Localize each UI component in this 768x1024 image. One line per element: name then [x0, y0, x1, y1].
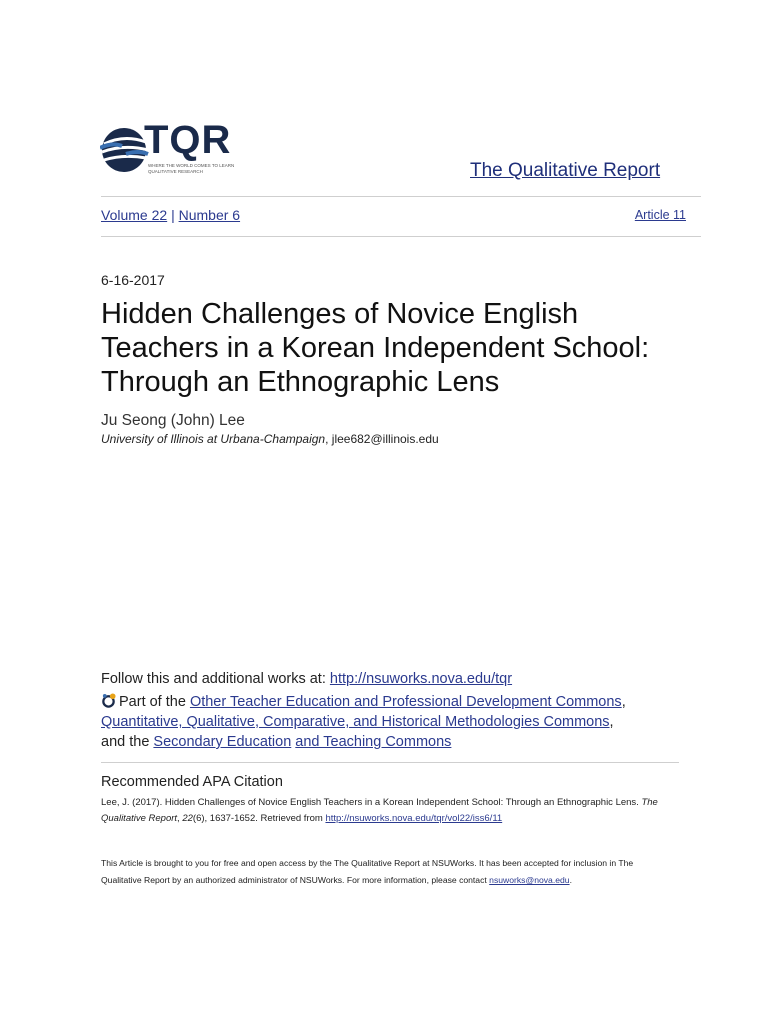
citation-divider	[101, 762, 679, 763]
citation-sep: ,	[177, 813, 183, 824]
commons-separator: ,	[621, 694, 626, 710]
citation-pages: (6), 1637-1652. Retrieved from	[192, 813, 326, 824]
article-number-link[interactable]: Article 11	[634, 208, 686, 222]
commons-link-qualitative[interactable]: Qualitative, Comparative, and Historical Methodologies Commons	[186, 714, 610, 730]
commons-separator-2: ,	[609, 714, 614, 730]
logo-text: TQR	[144, 118, 232, 162]
tqr-logo[interactable]	[100, 118, 250, 182]
commons-link-secondary-education[interactable]: Secondary Education	[153, 734, 292, 750]
citation-volume: 22	[182, 813, 193, 824]
and-the-text: and the	[101, 734, 154, 750]
follow-prefix: Follow this and additional works at:	[101, 671, 330, 687]
number-link[interactable]: Number 6	[178, 207, 241, 223]
notice-text: This Article is brought to you for free and open access by the The Qualitative Report at NSUWorks. It has been accepted for inclusion in The Qualitative Report by an authorized administrator of NSUWorks. For more information, please contact	[101, 858, 634, 885]
notice-end: .	[569, 875, 572, 885]
citation-text: Lee, J. (2017). Hidden Challenges of Novice English Teachers in a Korean Independent School: Through an Ethnographic Lens.	[101, 797, 642, 808]
volume-link[interactable]: Volume 22	[101, 207, 168, 223]
apa-citation	[101, 795, 661, 827]
citation-url-link[interactable]: http://nsuworks.nova.edu/tqr/vol22/iss6/11	[325, 813, 503, 824]
author-affiliation	[101, 432, 439, 446]
commons-link-teacher-education[interactable]: Other Teacher Education and Professional Development Commons	[189, 694, 622, 710]
citation-heading: Recommended APA Citation	[101, 774, 283, 790]
affiliation-name: University of Illinois at Urbana-Champaign	[101, 432, 326, 446]
logo-tagline: WHERE THE WORLD COMES TO LEARN QUALITATIVE RESEARCH	[148, 163, 235, 174]
part-of-commons	[101, 692, 681, 752]
repository-link[interactable]: http://nsuworks.nova.edu/tqr	[329, 671, 513, 687]
commons-link-teaching[interactable]: and Teaching Commons	[295, 734, 452, 750]
publication-date: 6-16-2017	[101, 272, 165, 288]
author-email: , jlee682@illinois.edu	[325, 432, 439, 446]
issue-divider	[101, 236, 701, 237]
header-divider	[101, 196, 701, 197]
commons-network-icon	[101, 693, 116, 708]
volume-separator: |	[171, 207, 175, 223]
journal-title-link[interactable]: The Qualitative Report	[470, 160, 661, 181]
commons-link-quantitative[interactable]: Quantitative,	[101, 714, 187, 730]
contact-email-link[interactable]: nsuworks@nova.edu	[489, 875, 570, 885]
open-access-notice	[101, 855, 661, 889]
part-of-prefix: Part of the	[119, 694, 190, 710]
issue-info	[101, 207, 240, 223]
follow-line	[101, 671, 512, 687]
citation-journal: The Qualitative Report	[101, 797, 658, 824]
author-name: Ju Seong (John) Lee	[101, 412, 245, 429]
paper-title: Hidden Challenges of Novice English Teachers in a Korean Independent School: Through an Ethnographic Lens	[101, 298, 650, 398]
